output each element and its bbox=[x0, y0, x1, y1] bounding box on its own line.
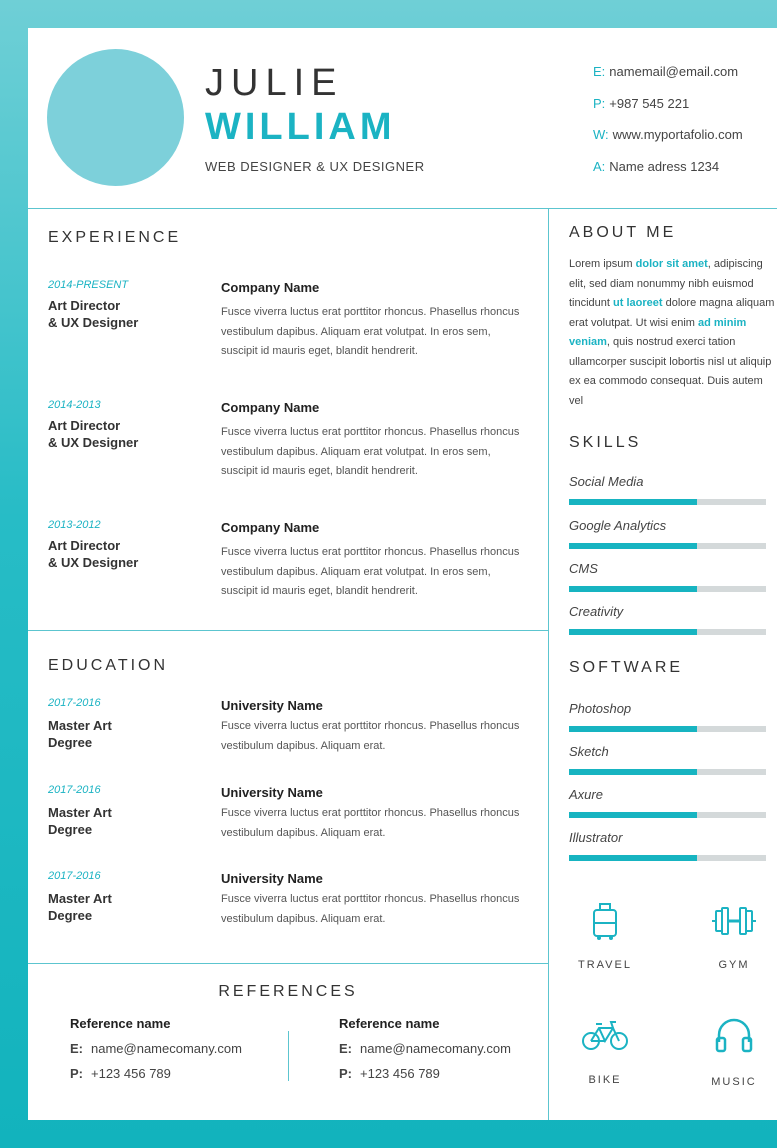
company-name: Company Name bbox=[221, 280, 320, 295]
reference-email[interactable]: E: name@namecomany.com bbox=[70, 1041, 242, 1056]
experience-description: Fusce viverra luctus erat porttitor rhoncus. Phasellus rhoncus vestibulum dapibus. Aliquam erat volutpat. In eros sem, suscipit id mauris eget, blandit hendrerit. bbox=[221, 426, 520, 477]
skill-bar bbox=[569, 604, 766, 642]
bicycle-icon bbox=[581, 1018, 629, 1052]
skill-fill bbox=[569, 586, 697, 592]
about-text: Lorem ipsum dolor sit amet, adipiscing elit, sed diam nonummy nibh euismod tincidunt ut laoreet dolore magna aliquam erat volutpat. Ut wisi enim ad minim veniam, quis nostrud exerci tation ullamcorper suscipit lobortis nisl ut aliquip ex ea commodo consequat. Duis autem vel bbox=[569, 258, 775, 407]
resume-sheet bbox=[28, 28, 777, 1120]
software-bar bbox=[569, 701, 766, 739]
hobby-label: BIKE bbox=[588, 1074, 622, 1086]
hobby-bike bbox=[565, 1018, 645, 1086]
avatar bbox=[47, 49, 184, 186]
education-date: 2017-2016 bbox=[48, 697, 101, 709]
hobby-travel bbox=[565, 901, 645, 971]
hobby-label: TRAVEL bbox=[578, 959, 632, 971]
skill-bar bbox=[569, 474, 766, 512]
hobby-label: GYM bbox=[718, 959, 750, 971]
experience-role: Art Director & UX Designer bbox=[48, 298, 139, 330]
reference-name: Reference name bbox=[70, 1016, 171, 1031]
software-name: Illustrator bbox=[569, 830, 623, 845]
contact-phone[interactable]: P: +987 545 221 bbox=[593, 95, 690, 111]
hobby-music bbox=[694, 1016, 774, 1088]
software-fill bbox=[569, 855, 697, 861]
column-divider bbox=[548, 208, 549, 1120]
about-title: ABOUT ME bbox=[569, 224, 677, 241]
references-title: REFERENCES bbox=[218, 983, 358, 1000]
software-bar bbox=[569, 744, 766, 782]
skill-name: CMS bbox=[569, 561, 598, 576]
skills-title: SKILLS bbox=[569, 434, 642, 451]
education-description: Fusce viverra luctus erat porttitor rhoncus. Phasellus rhoncus vestibulum dapibus. Aliquam erat. bbox=[221, 807, 520, 839]
software-fill bbox=[569, 812, 697, 818]
company-name: Company Name bbox=[221, 400, 320, 415]
experience-date: 2014-2013 bbox=[48, 399, 101, 411]
software-track bbox=[569, 812, 766, 818]
software-name: Axure bbox=[569, 787, 603, 802]
contact-email[interactable]: E: namemail@email.com bbox=[593, 64, 739, 79]
reference-email[interactable]: E: name@namecomany.com bbox=[339, 1041, 511, 1056]
education-date: 2017-2016 bbox=[48, 870, 101, 882]
last-name: WILLIAM bbox=[205, 106, 396, 148]
education-degree: Master Art Degree bbox=[48, 891, 112, 923]
reference-card bbox=[339, 1016, 559, 1091]
skill-bar bbox=[569, 518, 766, 556]
experience-date: 2014-PRESENT bbox=[48, 279, 129, 291]
header-divider bbox=[28, 208, 777, 209]
education-title: EDUCATION bbox=[48, 657, 169, 674]
company-name: Company Name bbox=[221, 520, 320, 535]
reference-phone[interactable]: P: +123 456 789 bbox=[70, 1066, 171, 1081]
skill-name: Google Analytics bbox=[569, 518, 667, 533]
reference-name: Reference name bbox=[339, 1016, 440, 1031]
experience-description: Fusce viverra luctus erat porttitor rhoncus. Phasellus rhoncus vestibulum dapibus. Aliquam erat volutpat. In eros sem, suscipit id mauris eget, blandit hendrerit. bbox=[221, 306, 520, 357]
software-bar bbox=[569, 787, 766, 825]
dumbbell-icon bbox=[711, 901, 757, 941]
experience-role: Art Director & UX Designer bbox=[48, 538, 139, 570]
skill-fill bbox=[569, 543, 697, 549]
experience-divider bbox=[28, 630, 548, 631]
software-track bbox=[569, 855, 766, 861]
experience-title: EXPERIENCE bbox=[48, 229, 182, 246]
education-description: Fusce viverra luctus erat porttitor rhoncus. Phasellus rhoncus vestibulum dapibus. Aliquam erat. bbox=[221, 893, 520, 925]
software-title: SOFTWARE bbox=[569, 659, 684, 676]
hobby-gym bbox=[694, 901, 774, 971]
resume-header bbox=[28, 28, 777, 208]
hobby-label: MUSIC bbox=[711, 1076, 757, 1088]
skill-track bbox=[569, 543, 766, 549]
headphones-icon bbox=[714, 1016, 754, 1054]
software-fill bbox=[569, 769, 697, 775]
education-degree: Master Art Degree bbox=[48, 718, 112, 750]
experience-description: Fusce viverra luctus erat porttitor rhoncus. Phasellus rhoncus vestibulum dapibus. Aliquam erat volutpat. In eros sem, suscipit id mauris eget, blandit hendrerit. bbox=[221, 546, 520, 597]
reference-card bbox=[70, 1016, 290, 1091]
school-name: University Name bbox=[221, 871, 323, 886]
job-title: WEB DESIGNER & UX DESIGNER bbox=[205, 159, 425, 174]
software-fill bbox=[569, 726, 697, 732]
skill-track bbox=[569, 586, 766, 592]
school-name: University Name bbox=[221, 785, 323, 800]
education-date: 2017-2016 bbox=[48, 784, 101, 796]
software-track bbox=[569, 726, 766, 732]
luggage-icon bbox=[589, 901, 621, 941]
skill-track bbox=[569, 629, 766, 635]
education-description: Fusce viverra luctus erat porttitor rhoncus. Phasellus rhoncus vestibulum dapibus. Aliquam erat. bbox=[221, 720, 520, 752]
school-name: University Name bbox=[221, 698, 323, 713]
software-track bbox=[569, 769, 766, 775]
skill-name: Social Media bbox=[569, 474, 644, 489]
contact-list bbox=[593, 64, 743, 190]
skill-name: Creativity bbox=[569, 604, 624, 619]
software-bar bbox=[569, 830, 766, 868]
education-degree: Master Art Degree bbox=[48, 805, 112, 837]
first-name: JULIE bbox=[205, 62, 344, 104]
skill-bar bbox=[569, 561, 766, 599]
experience-role: Art Director & UX Designer bbox=[48, 418, 139, 450]
software-name: Photoshop bbox=[569, 701, 632, 716]
skill-fill bbox=[569, 629, 697, 635]
reference-phone[interactable]: P: +123 456 789 bbox=[339, 1066, 440, 1081]
skill-fill bbox=[569, 499, 697, 505]
reference-divider bbox=[288, 1031, 289, 1081]
experience-date: 2013-2012 bbox=[48, 519, 101, 531]
education-divider bbox=[28, 963, 548, 964]
software-name: Sketch bbox=[569, 744, 609, 759]
skill-track bbox=[569, 499, 766, 505]
contact-website[interactable]: W: www.myportafolio.com bbox=[593, 127, 743, 142]
contact-address: A: Name adress 1234 bbox=[593, 158, 720, 174]
